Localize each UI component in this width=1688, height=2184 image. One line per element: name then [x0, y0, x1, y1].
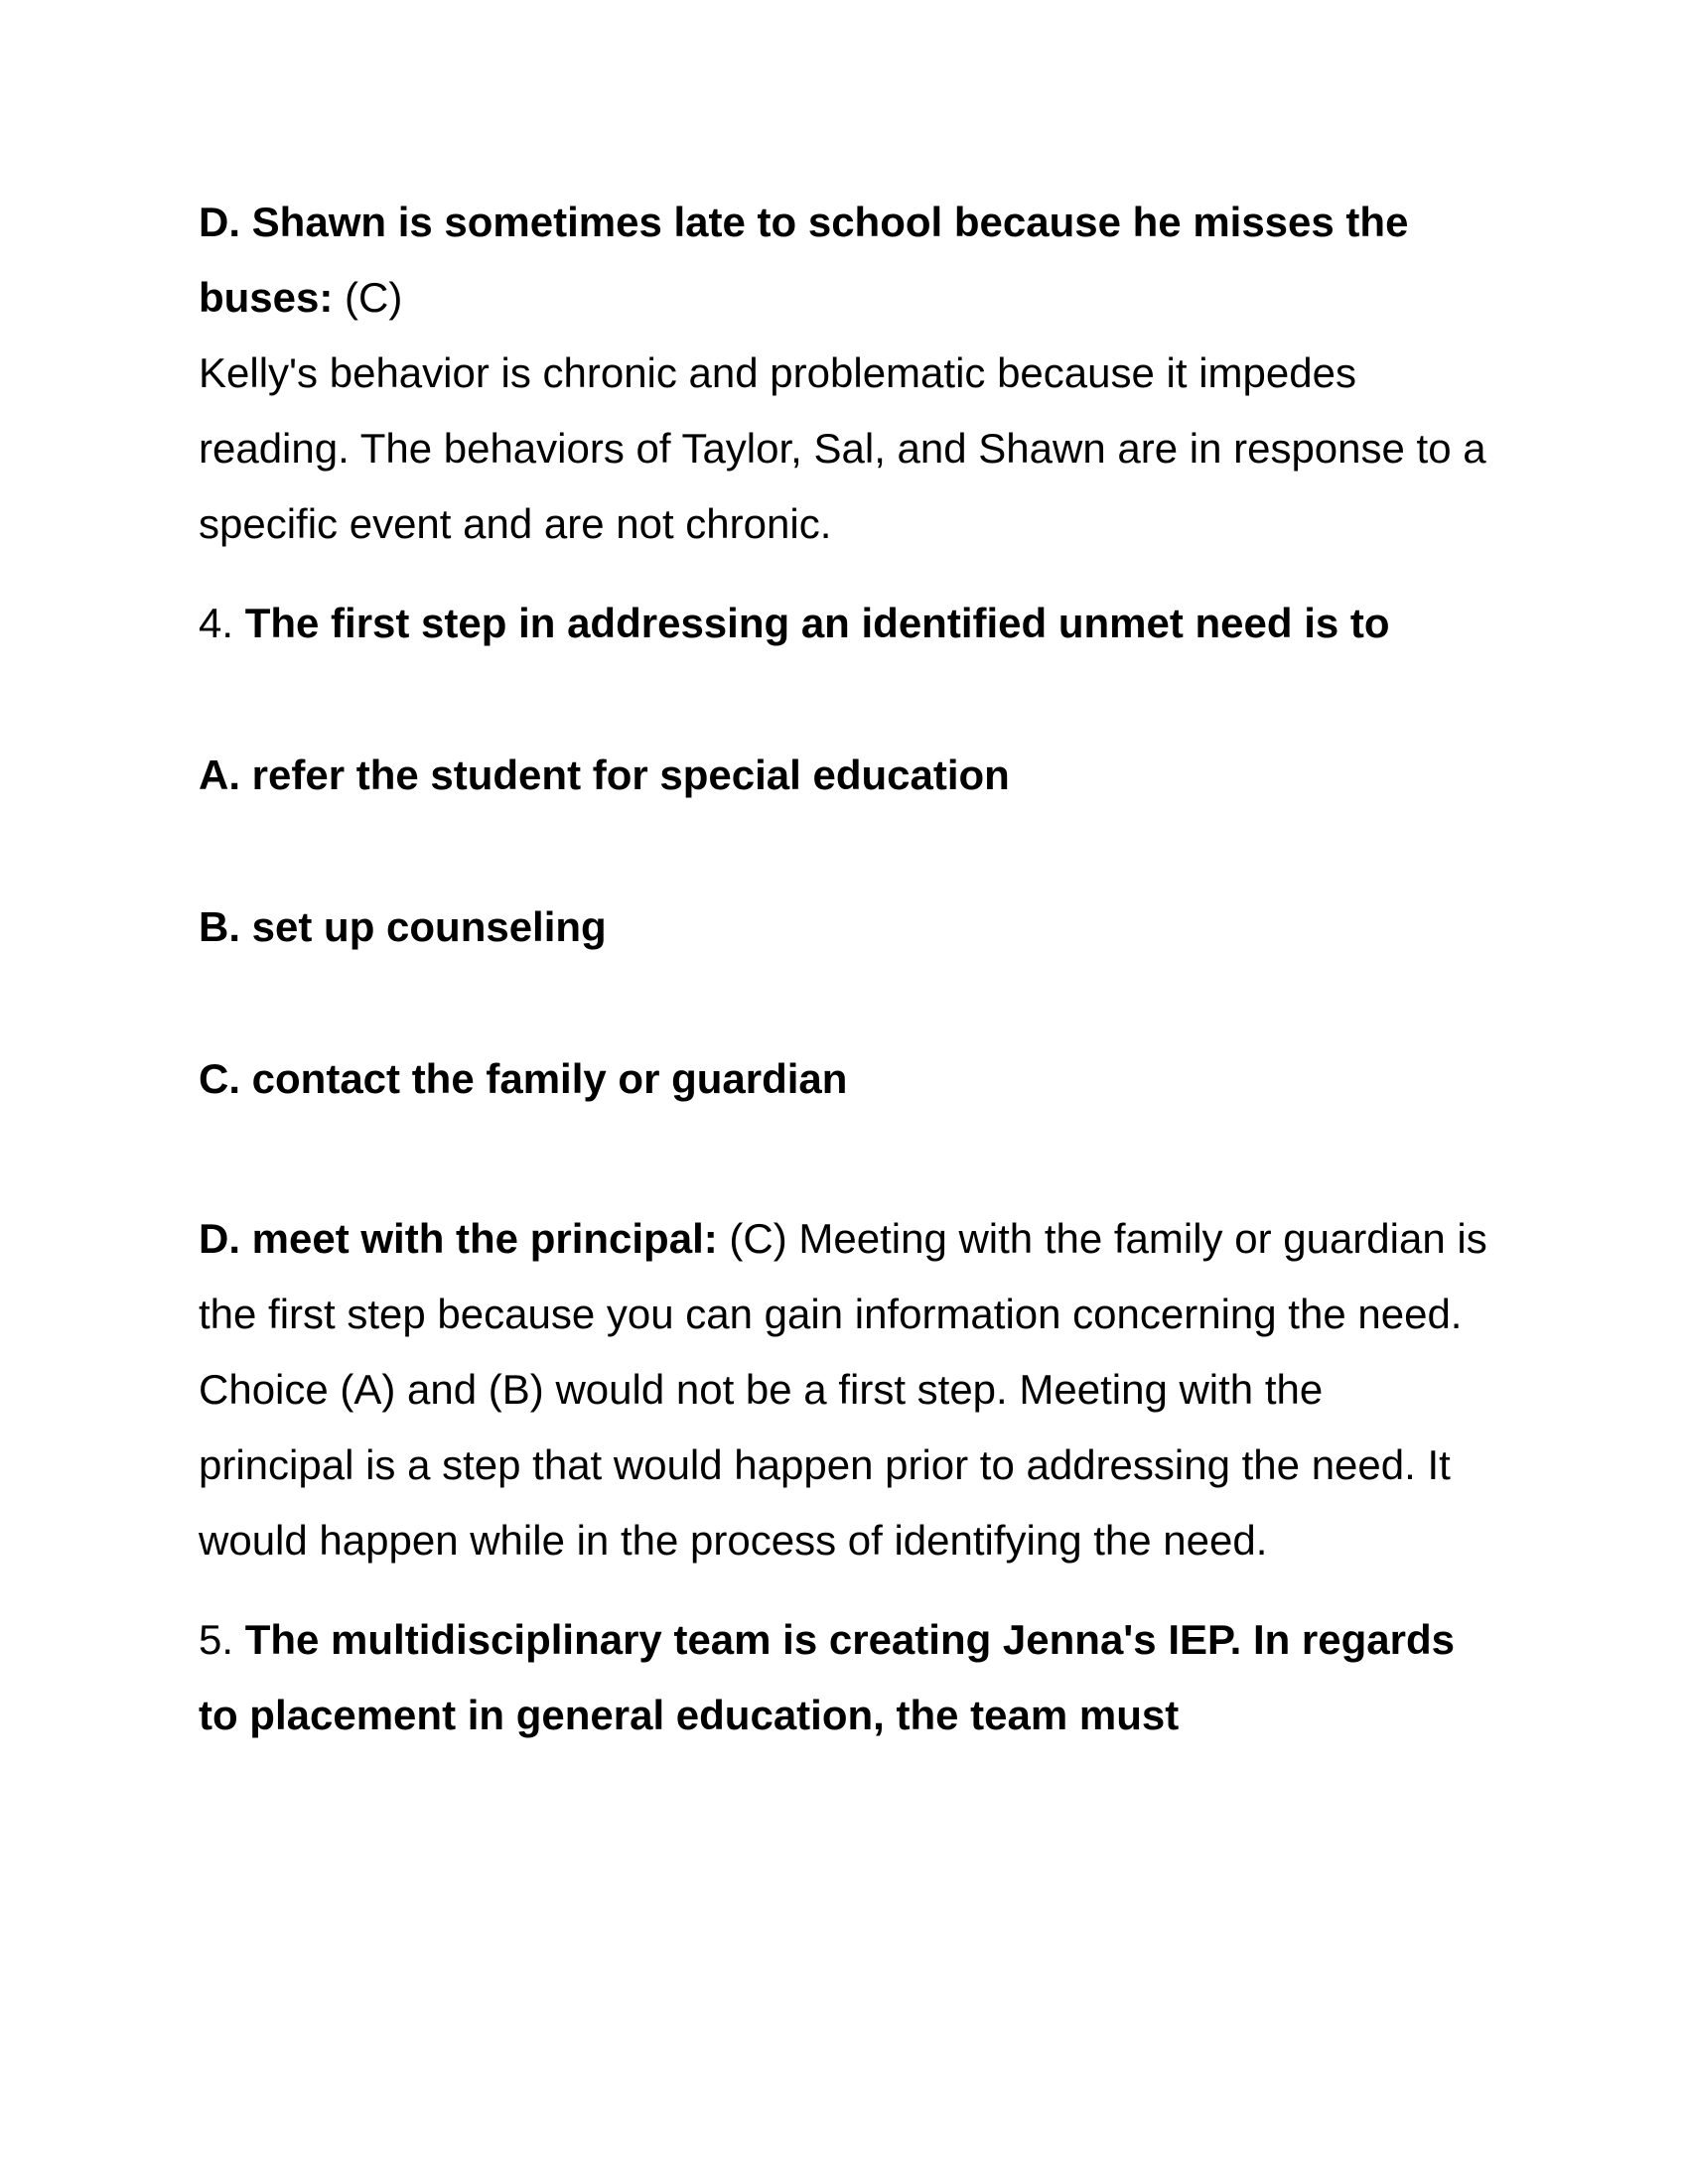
document-page [199, 185, 1489, 1753]
answer-explanation: (C) Meeting with the family or guardian is the first step because you can gain information concerning the need. Choice (A) and (B) would not be a first step. Meeting with the principal is a step that would happen prior to addressing the need. It would happen while in the process of identifying the need. [199, 1215, 1487, 1564]
option-d-label: D. Shawn is sometimes late to school because he misses the buses: [199, 199, 1409, 321]
question-4-option-a: A. refer the student for special education [199, 751, 1010, 798]
question-number: 5. [199, 1616, 245, 1663]
question-3-option-d [199, 185, 1489, 336]
question-text: The multidisciplinary team is creating Jenna's IEP. In regards to placement in general education, the team must [199, 1616, 1456, 1738]
question-4 [199, 586, 1489, 661]
option-d-label: D. meet with the principal: [199, 1215, 718, 1262]
question-3-explanation: Kelly's behavior is chronic and problematic because it impedes reading. The behaviors of Taylor, Sal, and Shawn are in response to a specific event and are not chronic. [199, 349, 1486, 547]
question-number: 4. [199, 600, 245, 646]
question-4-option-c: C. contact the family or guardian [199, 1055, 848, 1102]
question-5 [199, 1602, 1489, 1753]
answer-key: (C) [333, 274, 403, 321]
question-4-option-b: B. set up counseling [199, 903, 607, 950]
question-text: The first step in addressing an identified unmet need is to [244, 600, 1390, 646]
question-4-option-d [199, 1201, 1489, 1578]
